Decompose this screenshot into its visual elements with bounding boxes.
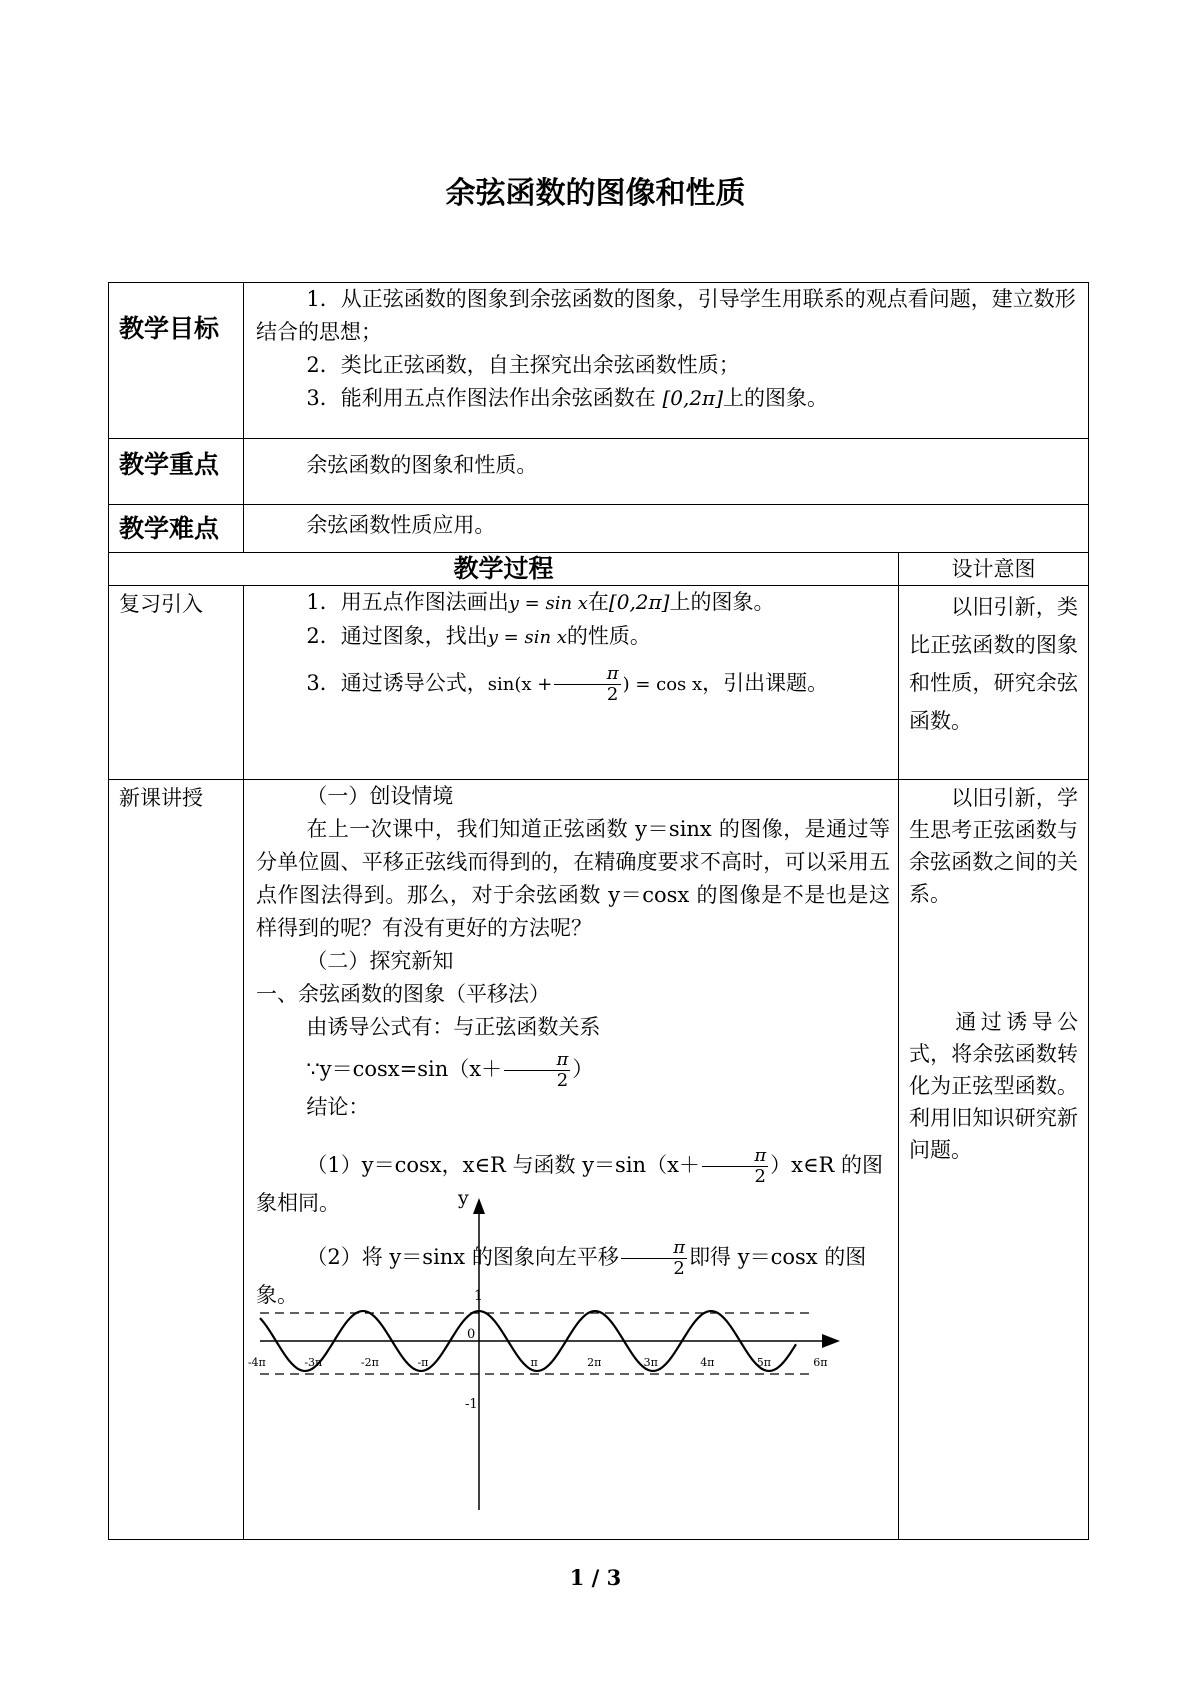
objective-3: 3．能利用五点作图法作出余弦函数在 [0,2π]上的图象。 xyxy=(306,386,828,410)
objectives-content xyxy=(244,283,1089,439)
y-axis-label: y xyxy=(458,1187,469,1209)
design-note-2: 通过诱导公式，将余弦函数转化为正弦型函数。利用旧知识研究新问题。 xyxy=(909,1010,1078,1162)
new-lesson-design xyxy=(899,780,1089,1540)
design-header: 设计意图 xyxy=(899,553,1089,586)
y-neg-one-label: -1 xyxy=(465,1397,478,1412)
x-tick-label: -4π xyxy=(247,1356,266,1369)
review-row xyxy=(109,586,1089,780)
x-tick-label: 2π xyxy=(587,1356,602,1369)
page-number: 1 / 3 xyxy=(569,1565,622,1590)
x-tick-label: 5π xyxy=(756,1356,771,1369)
conclusion-1: （1）y＝cosx，x∈R 与函数 y＝sin（x＋ $\frac{\pi}{2}$ ）x∈R 的图象相同。 xyxy=(256,1145,884,1215)
x-tick-label: π xyxy=(530,1356,538,1369)
y-one-label: 1 xyxy=(474,1288,483,1304)
review-line-2: 2．通过图象，找出y = sin x的性质。 xyxy=(306,624,651,648)
induction-line: 由诱导公式有：与正弦函数关系 xyxy=(306,1015,601,1039)
formula-line: ∵y＝cosx=sin（x＋ $\frac{\pi}{2}$ ） xyxy=(306,1049,594,1091)
review-design: 以旧引新，类比正弦函数的图象和性质，研究余弦函数。 xyxy=(899,586,1089,780)
design-note-1: 以旧引新，学生思考正弦函数与余弦函数之间的关系。 xyxy=(909,786,1078,906)
cosine-graph xyxy=(247,1187,852,1510)
key-point-text: 余弦函数的图象和性质。 xyxy=(244,439,1089,505)
section-explore: （二）探究新知 xyxy=(306,949,454,973)
review-line-1: 1．用五点作图法画出y = sin x在[0,2π]上的图象。 xyxy=(306,590,775,614)
process-header: 教学过程 xyxy=(109,553,899,586)
review-content xyxy=(244,586,899,780)
difficulty-row xyxy=(109,505,1089,553)
x-tick-label: -3π xyxy=(304,1356,323,1369)
new-lesson-content xyxy=(244,780,899,1540)
objective-2: 2．类比正弦函数，自主探究出余弦函数性质； xyxy=(306,353,740,377)
x-tick-label: 6π xyxy=(813,1356,828,1369)
objectives-row xyxy=(109,283,1089,439)
new-lesson-row xyxy=(109,780,1089,1540)
conclusion-2: （2）将 y＝sinx 的图象向左平移 $\frac{\pi}{2}$ 即得 y＝cosx 的图象。 xyxy=(256,1237,867,1307)
new-lesson-label: 新课讲授 xyxy=(109,780,244,1540)
lesson-plan-table xyxy=(108,282,1089,1540)
objective-1: 1．从正弦函数的图象到余弦函数的图象，引导学生用联系的观点看问题，建立数形结合的思想； xyxy=(256,287,1076,344)
process-header-row xyxy=(109,553,1089,586)
conclusion-label: 结论： xyxy=(306,1095,370,1119)
origin-label: 0 xyxy=(467,1327,476,1342)
difficulty-label: 教学难点 xyxy=(109,505,244,553)
review-line-3: 3．通过诱导公式，sin(x + $\frac{\pi}{2}$ ) = cos x，引出课题。 xyxy=(306,663,829,705)
pi-over-2-fraction: $\frac{\pi}{2}$ xyxy=(554,664,620,705)
key-point-label: 教学重点 xyxy=(109,439,244,505)
x-tick-labels xyxy=(248,1356,828,1369)
page-title: 余弦函数的图像和性质 xyxy=(445,176,746,211)
x-tick-label: 3π xyxy=(643,1356,658,1369)
heading-cosine-graph: 一、余弦函数的图象（平移法） xyxy=(256,982,550,1006)
x-tick-label: -2π xyxy=(360,1356,379,1369)
section-scenario: （一）创设情境 xyxy=(306,784,454,808)
review-label: 复习引入 xyxy=(109,586,244,780)
key-point-row xyxy=(109,439,1089,505)
difficulty-text: 余弦函数性质应用。 xyxy=(244,505,1089,553)
scenario-paragraph: 在上一次课中，我们知道正弦函数 y＝sinx 的图像，是通过等分单位圆、平移正弦线而得到的，在精确度要求不高时，可以采用五点作图法得到。那么，对于余弦函数 y＝cosx 的图像是不是也是这样得到的呢？有没有更好的方法呢？ xyxy=(256,817,890,940)
x-tick-label: -π xyxy=(417,1356,429,1369)
x-tick-label: 4π xyxy=(700,1356,715,1369)
interval-0-2pi: [0,2π] xyxy=(662,386,723,410)
objectives-label: 教学目标 xyxy=(109,283,244,439)
